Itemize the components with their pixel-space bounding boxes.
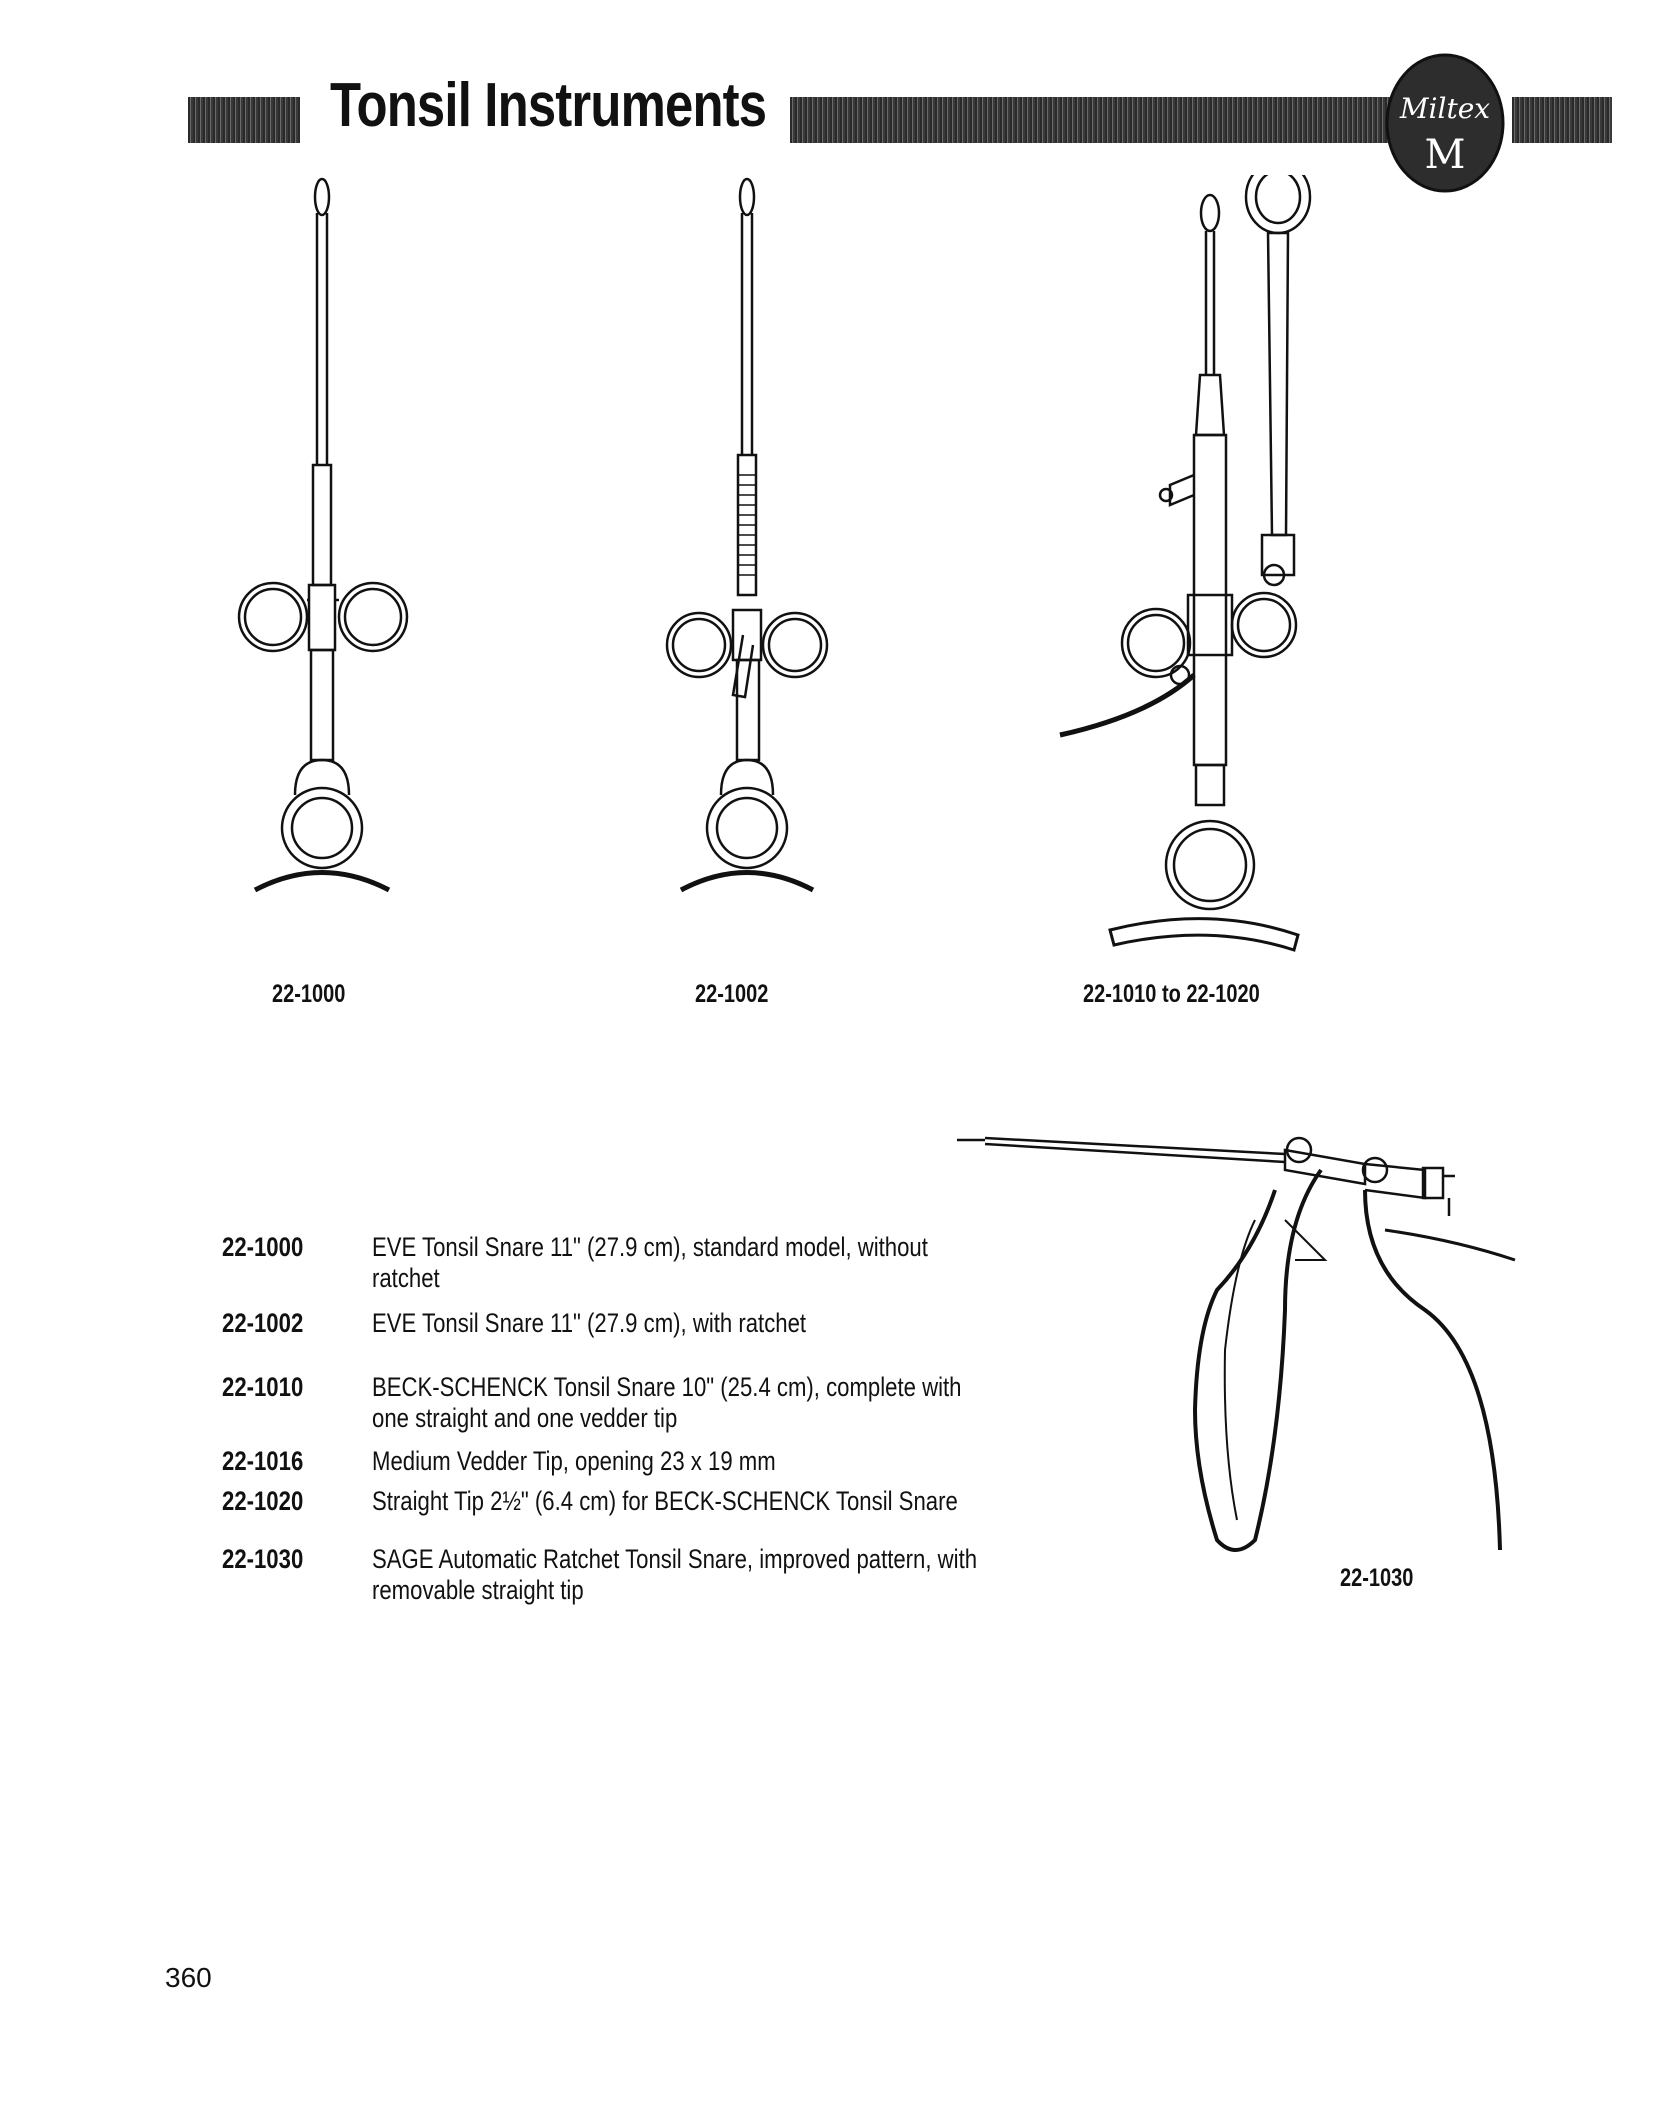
product-description: SAGE Automatic Ratchet Tonsil Snare, improved pattern, with removable straight tip <box>372 1544 978 1605</box>
product-code: 22-1020 <box>222 1486 304 1516</box>
eve-tonsil-snare-icon <box>225 175 425 975</box>
header-band-right <box>1512 97 1612 143</box>
miltex-logo <box>1380 48 1510 198</box>
figure-label-beck-schenck: 22-1010 to 22-1020 <box>1083 980 1260 1008</box>
header-band-left <box>188 97 300 143</box>
page-title: Tonsil Instruments <box>330 71 767 140</box>
product-description: BECK-SCHENCK Tonsil Snare 10" (25.4 cm), complete with one straight and one vedder tip <box>372 1372 962 1433</box>
product-code: 22-1002 <box>222 1308 304 1338</box>
beck-schenck-tonsil-snare-icon <box>1050 175 1350 975</box>
figure-label-eve-snare: 22-1000 <box>272 980 346 1008</box>
product-description: Straight Tip 2½" (6.4 cm) for BECK-SCHENCK Tonsil Snare <box>372 1486 958 1516</box>
product-description: EVE Tonsil Snare 11" (27.9 cm), standard model, without ratchet <box>372 1232 928 1293</box>
product-description: EVE Tonsil Snare 11" (27.9 cm), with ratchet <box>372 1308 807 1338</box>
product-code: 22-1000 <box>222 1232 304 1262</box>
page-number: 360 <box>165 1962 212 1993</box>
sage-automatic-snare-icon <box>955 1110 1570 1590</box>
header-band-middle <box>790 97 1390 143</box>
eve-tonsil-snare-ratchet-icon <box>643 175 843 975</box>
figure-label-sage-snare: 22-1030 <box>1340 1564 1414 1592</box>
product-code: 22-1016 <box>222 1446 304 1476</box>
figure-label-eve-snare-ratchet: 22-1002 <box>695 980 769 1008</box>
product-code: 22-1010 <box>222 1372 304 1402</box>
logo-mark: M <box>1424 132 1466 178</box>
product-description: Medium Vedder Tip, opening 23 x 19 mm <box>372 1446 776 1476</box>
product-code: 22-1030 <box>222 1544 304 1574</box>
logo-text: Miltex <box>1399 92 1491 125</box>
